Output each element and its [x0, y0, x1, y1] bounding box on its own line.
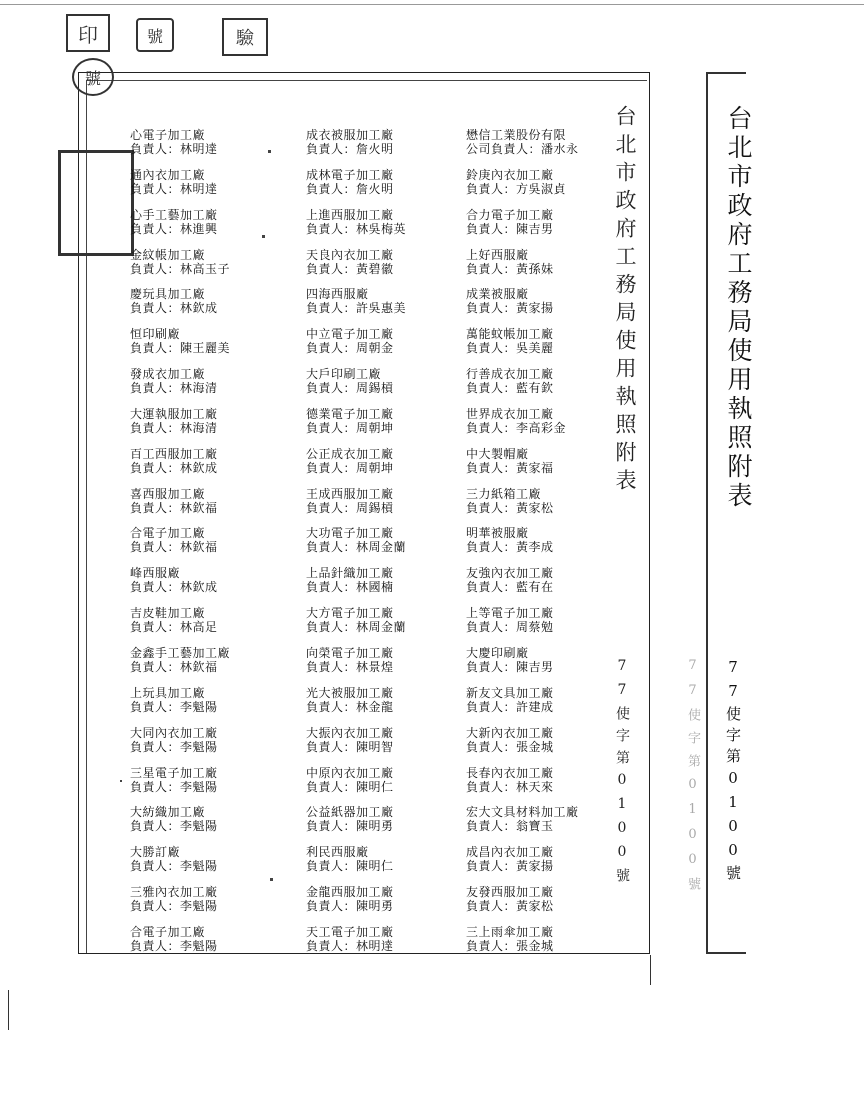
company-name: 上玩具加工廠	[130, 685, 206, 700]
company-person: 負責人：林天來	[466, 779, 554, 794]
company-entry	[306, 168, 466, 196]
company-entry	[130, 766, 295, 794]
company-name: 友強內衣加工廠	[466, 566, 554, 581]
company-entry	[130, 845, 295, 873]
company-person: 負責人：黃家揚	[466, 301, 554, 316]
company-name: 三星電子加工廠	[130, 765, 218, 780]
company-person: 負責人：黃家福	[466, 460, 554, 475]
company-name: 公益紙器加工廠	[306, 805, 394, 820]
company-name: 三力紙箱工廠	[466, 486, 542, 501]
company-entry	[130, 566, 295, 594]
company-person: 負責人：陳明智	[306, 739, 394, 754]
company-person: 負責人：黃家松	[466, 899, 554, 914]
company-entry	[306, 287, 466, 315]
company-entry	[466, 487, 611, 515]
company-entry	[466, 208, 611, 236]
company-person: 負責人：張金城	[466, 938, 554, 953]
company-person: 負責人：周蔡勉	[466, 620, 554, 635]
company-person: 負責人：詹火明	[306, 181, 394, 196]
company-entry	[466, 606, 611, 634]
company-entry	[306, 925, 466, 953]
company-person: 負責人：許吳惠美	[306, 301, 407, 316]
company-person: 負責人：林周金蘭	[306, 620, 407, 635]
right-bottom-rule	[706, 952, 746, 954]
company-person: 負責人：林高足	[130, 620, 218, 635]
company-name: 合電子加工廠	[130, 526, 206, 541]
company-name: 宏大文具材料加工廠	[466, 805, 579, 820]
company-person: 負責人：林景煌	[306, 659, 394, 674]
company-entry	[130, 407, 295, 435]
seal-stamp-3: 驗	[222, 18, 268, 56]
company-person: 負責人：李魁陽	[130, 739, 218, 754]
company-person: 負責人：吳美麗	[466, 341, 554, 356]
company-name: 懋信工業股份有限	[466, 128, 567, 142]
company-entry	[466, 566, 611, 594]
company-person: 負責人：陳明勇	[306, 899, 394, 914]
company-name: 新友文具加工廠	[466, 685, 554, 700]
top-rule	[0, 4, 864, 5]
company-name: 光大被服加工廠	[306, 685, 394, 700]
company-person: 負責人：林明達	[130, 181, 218, 196]
company-entry	[466, 447, 611, 475]
company-person: 負責人：李魁陽	[130, 819, 218, 834]
company-name: 四海西服廠	[306, 287, 369, 302]
company-entry	[306, 327, 466, 355]
company-name: 成昌內衣加工廠	[466, 845, 554, 860]
company-person: 負責人：林周金蘭	[306, 540, 407, 555]
company-entry	[130, 487, 295, 515]
company-name: 大振內衣加工廠	[306, 725, 394, 740]
scan-speck	[262, 235, 265, 238]
company-person: 負責人：林國楠	[306, 580, 394, 595]
company-entry	[466, 168, 611, 196]
company-person: 負責人：黃家松	[466, 500, 554, 515]
company-name: 金紋帳加工廠	[130, 247, 206, 262]
company-person: 負責人：林欽成	[130, 460, 218, 475]
company-entry	[306, 726, 466, 754]
company-entry	[306, 367, 466, 395]
company-entry	[130, 805, 295, 833]
company-person: 負責人：林進興	[130, 221, 218, 236]
company-name: 恒印刷廠	[130, 327, 181, 342]
company-name: 世界成衣加工廠	[466, 406, 554, 421]
company-person: 負責人：林海清	[130, 420, 218, 435]
company-entry	[130, 646, 295, 674]
inner-page-title: 台北市政府工務局使用執照附表	[613, 105, 637, 497]
company-name: 中立電子加工廠	[306, 327, 394, 342]
company-person: 負責人：李魁陽	[130, 859, 218, 874]
company-name: 吉皮鞋加工廠	[130, 606, 206, 621]
company-person: 負責人：方吳淑貞	[466, 181, 567, 196]
company-entry	[130, 287, 295, 315]
company-column-1	[130, 128, 295, 953]
company-entry	[130, 208, 295, 236]
company-entry	[306, 447, 466, 475]
company-entry	[306, 407, 466, 435]
company-person: 負責人：張金城	[466, 739, 554, 754]
company-entry	[130, 885, 295, 913]
company-entry	[130, 526, 295, 554]
company-entry	[466, 925, 611, 953]
company-person: 負責人：周錫槓	[306, 381, 394, 396]
company-person: 負責人：黃碧徽	[306, 261, 394, 276]
company-entry	[466, 805, 611, 833]
company-person: 負責人：林欽福	[130, 500, 218, 515]
company-name: 成業被服廠	[466, 287, 529, 302]
company-column-2	[306, 128, 466, 953]
company-name: 行善成衣加工廠	[466, 367, 554, 382]
company-person: 負責人：李魁陽	[130, 699, 218, 714]
company-person: 負責人：林明達	[306, 938, 394, 953]
inner-document-number: 77使字第0100號	[614, 658, 630, 890]
company-person: 負責人：翁寶玉	[466, 819, 554, 834]
document-number: 77使字第0100號	[724, 658, 742, 886]
company-person: 負責人：林海清	[130, 381, 218, 396]
company-entry	[130, 726, 295, 754]
company-name: 成衣被服加工廠	[306, 128, 394, 142]
company-entry	[306, 686, 466, 714]
company-name: 大同內衣加工廠	[130, 725, 218, 740]
company-name: 成林電子加工廠	[306, 167, 394, 182]
company-name: 大功電子加工廠	[306, 526, 394, 541]
company-entry	[466, 686, 611, 714]
company-name: 利民西服廠	[306, 845, 369, 860]
company-person: 負責人：周朝金	[306, 341, 394, 356]
company-name: 喜西服加工廠	[130, 486, 206, 501]
company-entry	[466, 766, 611, 794]
company-entry	[306, 566, 466, 594]
company-person: 負責人：周錫槓	[306, 500, 394, 515]
company-name: 明華被服廠	[466, 526, 529, 541]
company-name: 合力電子加工廠	[466, 207, 554, 222]
company-person: 公司負責人：潘水永	[466, 142, 579, 156]
company-name: 上等電子加工廠	[466, 606, 554, 621]
company-entry	[306, 805, 466, 833]
company-name: 向榮電子加工廠	[306, 645, 394, 660]
company-name: 鈴庚內衣加工廠	[466, 167, 554, 182]
company-name: 三上雨傘加工廠	[466, 924, 554, 939]
company-name: 通內衣加工廠	[130, 167, 206, 182]
left-edge-mark	[8, 990, 9, 1030]
company-entry	[466, 367, 611, 395]
company-entry	[466, 287, 611, 315]
company-name: 三雅內衣加工廠	[130, 885, 218, 900]
company-person: 負責人：詹火明	[306, 142, 394, 156]
company-entry	[130, 367, 295, 395]
company-entry	[466, 526, 611, 554]
company-name: 公正成衣加工廠	[306, 446, 394, 461]
company-person: 負責人：李高彩金	[466, 420, 567, 435]
company-name: 心手工藝加工廠	[130, 207, 218, 222]
scan-speck	[270, 878, 273, 881]
company-name: 大新內衣加工廠	[466, 725, 554, 740]
company-entry	[466, 726, 611, 754]
company-entry	[306, 885, 466, 913]
company-entry	[130, 606, 295, 634]
company-person: 負責人：李魁陽	[130, 779, 218, 794]
company-entry	[466, 128, 611, 156]
company-entry	[306, 606, 466, 634]
scan-speck	[268, 150, 271, 153]
company-name: 天工電子加工廠	[306, 924, 394, 939]
company-person: 負責人：藍有欽	[466, 381, 554, 396]
company-name: 合電子加工廠	[130, 924, 206, 939]
company-name: 大戶印刷工廠	[306, 367, 382, 382]
company-name: 萬能蚊帳加工廠	[466, 327, 554, 342]
company-name: 大運執服加工廠	[130, 406, 218, 421]
company-name: 大慶印刷廠	[466, 645, 529, 660]
company-entry	[466, 845, 611, 873]
company-entry	[306, 646, 466, 674]
company-person: 負責人：林欽福	[130, 540, 218, 555]
company-entry	[306, 487, 466, 515]
company-person: 負責人：黃李成	[466, 540, 554, 555]
scan-speck	[120, 780, 122, 782]
company-person: 負責人：林明達	[130, 142, 218, 156]
company-person: 負責人：李魁陽	[130, 938, 218, 953]
company-name: 友發西服加工廠	[466, 885, 554, 900]
company-person: 負責人：許建成	[466, 699, 554, 714]
seal-stamp-1: 印	[66, 14, 110, 52]
company-person: 負責人：林高玉子	[130, 261, 231, 276]
company-name: 心電子加工廠	[130, 128, 206, 142]
company-name: 長春內衣加工廠	[466, 765, 554, 780]
company-name: 德業電子加工廠	[306, 406, 394, 421]
company-entry	[466, 885, 611, 913]
seal-stamp-4: 號	[72, 58, 114, 96]
company-name: 上品針織加工廠	[306, 566, 394, 581]
company-name: 大勝訂廠	[130, 845, 181, 860]
company-name: 大方電子加工廠	[306, 606, 394, 621]
company-entry	[130, 686, 295, 714]
company-column-3	[466, 128, 611, 953]
company-entry	[130, 168, 295, 196]
company-person: 負責人：林金龍	[306, 699, 394, 714]
company-name: 上好西服廠	[466, 247, 529, 262]
company-entry	[306, 208, 466, 236]
company-entry	[130, 925, 295, 953]
company-name: 天良內衣加工廠	[306, 247, 394, 262]
company-name: 百工西服加工廠	[130, 446, 218, 461]
company-person: 負責人：林欽成	[130, 580, 218, 595]
square-seal	[58, 150, 134, 256]
company-person: 負責人：陳吉男	[466, 659, 554, 674]
company-entry	[130, 248, 295, 276]
company-entry	[466, 327, 611, 355]
faded-document-number: 77使字第0100號	[685, 658, 700, 900]
company-entry	[466, 248, 611, 276]
company-entry	[306, 248, 466, 276]
page-title: 台北市政府工務局使用執照附表	[724, 105, 753, 511]
company-person: 負責人：藍有在	[466, 580, 554, 595]
company-name: 金龍西服加工廠	[306, 885, 394, 900]
company-person: 負責人：陳王麗美	[130, 341, 231, 356]
company-entry	[306, 766, 466, 794]
company-person: 負責人：周朝坤	[306, 460, 394, 475]
company-entry	[130, 447, 295, 475]
seal-stamp-2: 號	[136, 18, 174, 52]
company-name: 金鑫手工藝加工廠	[130, 645, 231, 660]
company-entry	[466, 407, 611, 435]
right-top-rule	[706, 72, 746, 74]
company-person: 負責人：陳明勇	[306, 819, 394, 834]
company-name: 發成衣加工廠	[130, 367, 206, 382]
company-name: 中大製帽廠	[466, 446, 529, 461]
company-person: 負責人：林欽福	[130, 659, 218, 674]
company-name: 大紡織加工廠	[130, 805, 206, 820]
company-person: 負責人：林吳梅英	[306, 221, 407, 236]
company-entry	[466, 646, 611, 674]
company-name: 王成西服加工廠	[306, 486, 394, 501]
company-person: 負責人：黃孫妹	[466, 261, 554, 276]
company-person: 負責人：陳明仁	[306, 779, 394, 794]
company-person: 負責人：周朝坤	[306, 420, 394, 435]
company-entry	[306, 526, 466, 554]
company-person: 負責人：陳明仁	[306, 859, 394, 874]
company-name: 慶玩具加工廠	[130, 287, 206, 302]
company-entry	[306, 128, 466, 156]
company-person: 負責人：林欽成	[130, 301, 218, 316]
right-margin-line	[706, 72, 708, 952]
company-entry	[130, 327, 295, 355]
company-person: 負責人：陳吉男	[466, 221, 554, 236]
company-name: 上進西服加工廠	[306, 207, 394, 222]
company-entry	[306, 845, 466, 873]
company-name: 峰西服廠	[130, 566, 181, 581]
middle-edge-mark	[650, 955, 651, 985]
company-person: 負責人：黃家揚	[466, 859, 554, 874]
company-name: 中原內衣加工廠	[306, 765, 394, 780]
company-person: 負責人：李魁陽	[130, 899, 218, 914]
